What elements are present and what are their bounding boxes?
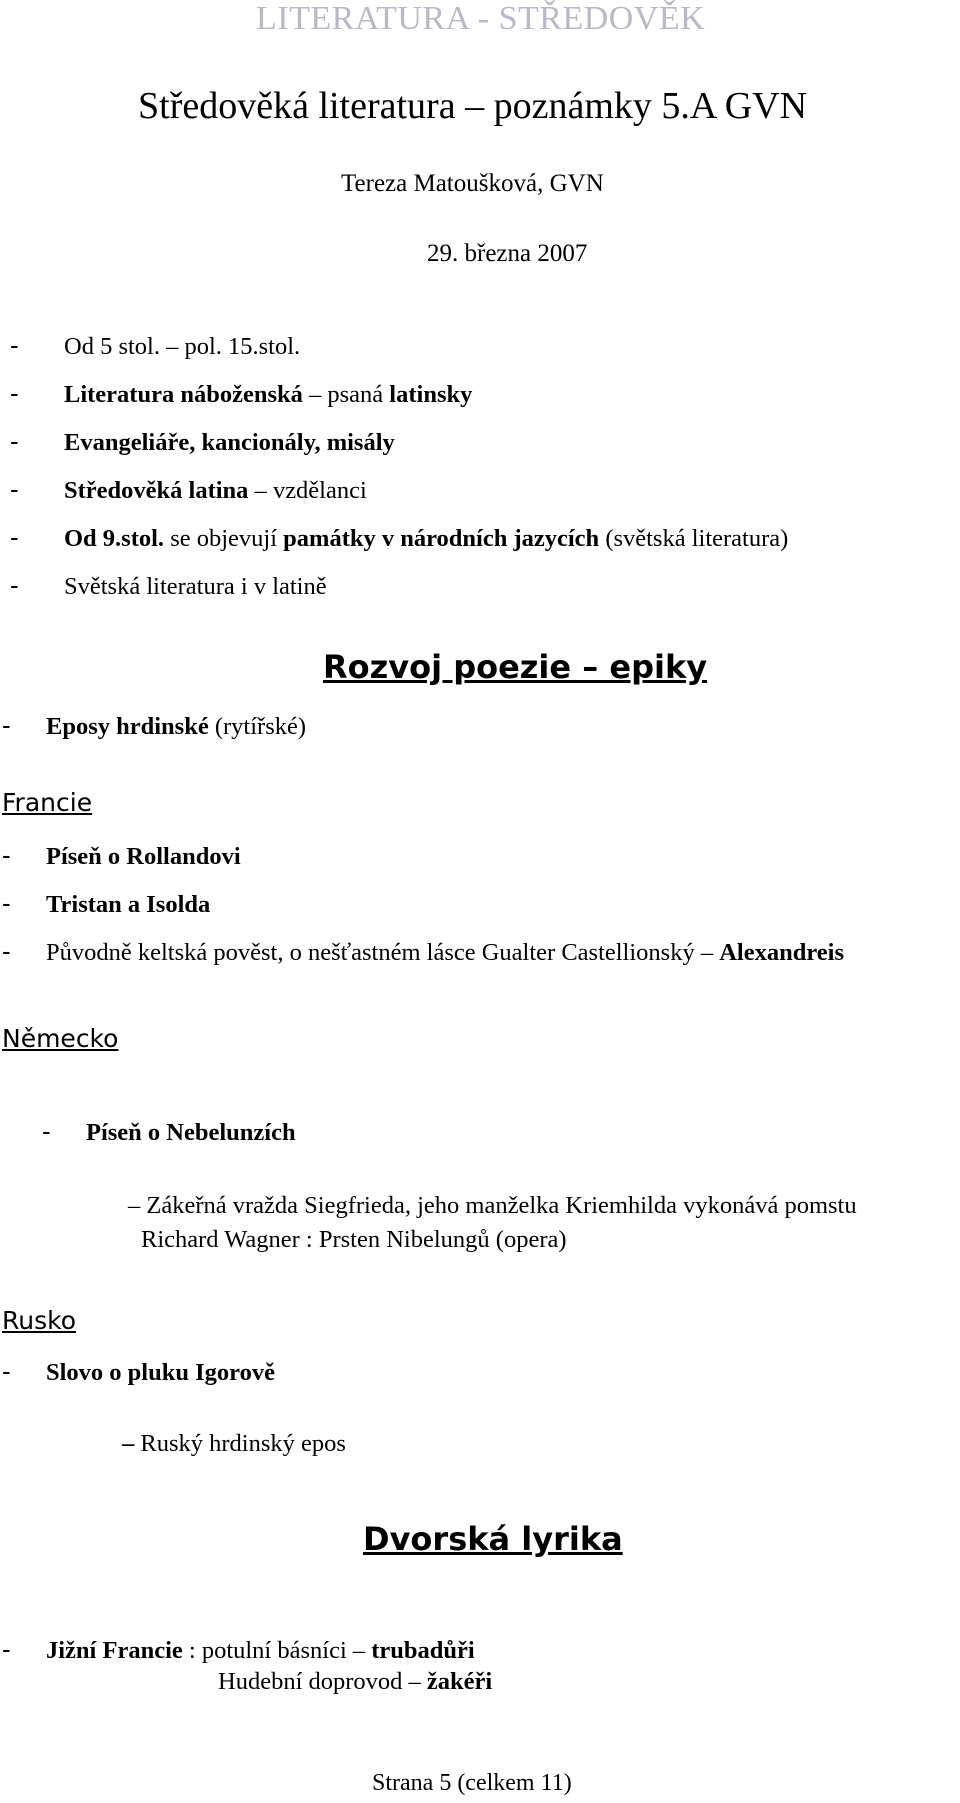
list-item: - Středověká latina – vzdělanci [10,474,367,504]
list-item: - Tristan a Isolda [2,888,211,918]
list-item: - Původně keltská pověst, o nešťastném lásce Gualter Castellionský – Alexandreis [2,936,844,966]
bullet-dash: - [2,1634,11,1664]
bullet-dash: - [10,426,19,456]
detail-line: Richard Wagner : Prsten Nibelungů (opera) [141,1226,567,1253]
list-item: - Od 5 stol. – pol. 15.stol. [10,330,301,360]
list-item: - Slovo o pluku Igorově [2,1356,275,1386]
detail-line: – Zákeřná vražda Siegfrieda, jeho manželka Kriemhilda vykonává pomstu [128,1192,857,1219]
bullet-dash: - [10,378,19,408]
bullet-dash: - [42,1116,51,1146]
list-item: - Evangeliáře, kancionály, misály [10,426,395,456]
list-item: - Od 9.stol. se objevují památky v národních jazycích (světská literatura) [10,522,789,552]
bullet-dash: - [2,840,11,870]
list-item: - Píseň o Rollandovi [2,840,241,870]
bullet-dash: - [10,330,19,360]
bullet-dash: - [2,888,11,918]
list-item: - Jižní Francie : potulní básníci – trubadůři [2,1634,475,1664]
page-header: LITERATURA - STŘEDOVĚK [256,0,706,37]
bullet-dash: - [10,522,19,552]
list-item: - Píseň o Nebelunzích [42,1116,296,1146]
list-item: - Literatura náboženská – psaná latinsky [10,378,473,408]
detail-line: – Ruský hrdinský epos [122,1430,346,1457]
date: 29. března 2007 [427,240,588,267]
bullet-dash: - [2,1356,11,1386]
list-item: - Světská literatura i v latině [10,570,327,600]
subsection-label: Rusko [2,1306,76,1335]
list-item: - Eposy hrdinské (rytířské) [2,710,307,740]
subsection-label: Francie [2,788,93,817]
author: Tereza Matoušková, GVN [341,170,604,197]
bullet-dash: - [2,936,11,966]
subsection-label: Německo [2,1024,119,1053]
bullet-dash: - [10,570,19,600]
bullet-dash: - [2,710,11,740]
page-title: Středověká literatura – poznámky 5.A GVN [138,85,808,127]
detail-line: Hudební doprovod – žakéři [218,1668,493,1695]
page-footer: Strana 5 (celkem 11) [372,1770,572,1796]
section-heading: Dvorská lyrika [363,1520,623,1558]
section-heading: Rozvoj poezie – epiky [323,648,708,686]
bullet-dash: - [10,474,19,504]
